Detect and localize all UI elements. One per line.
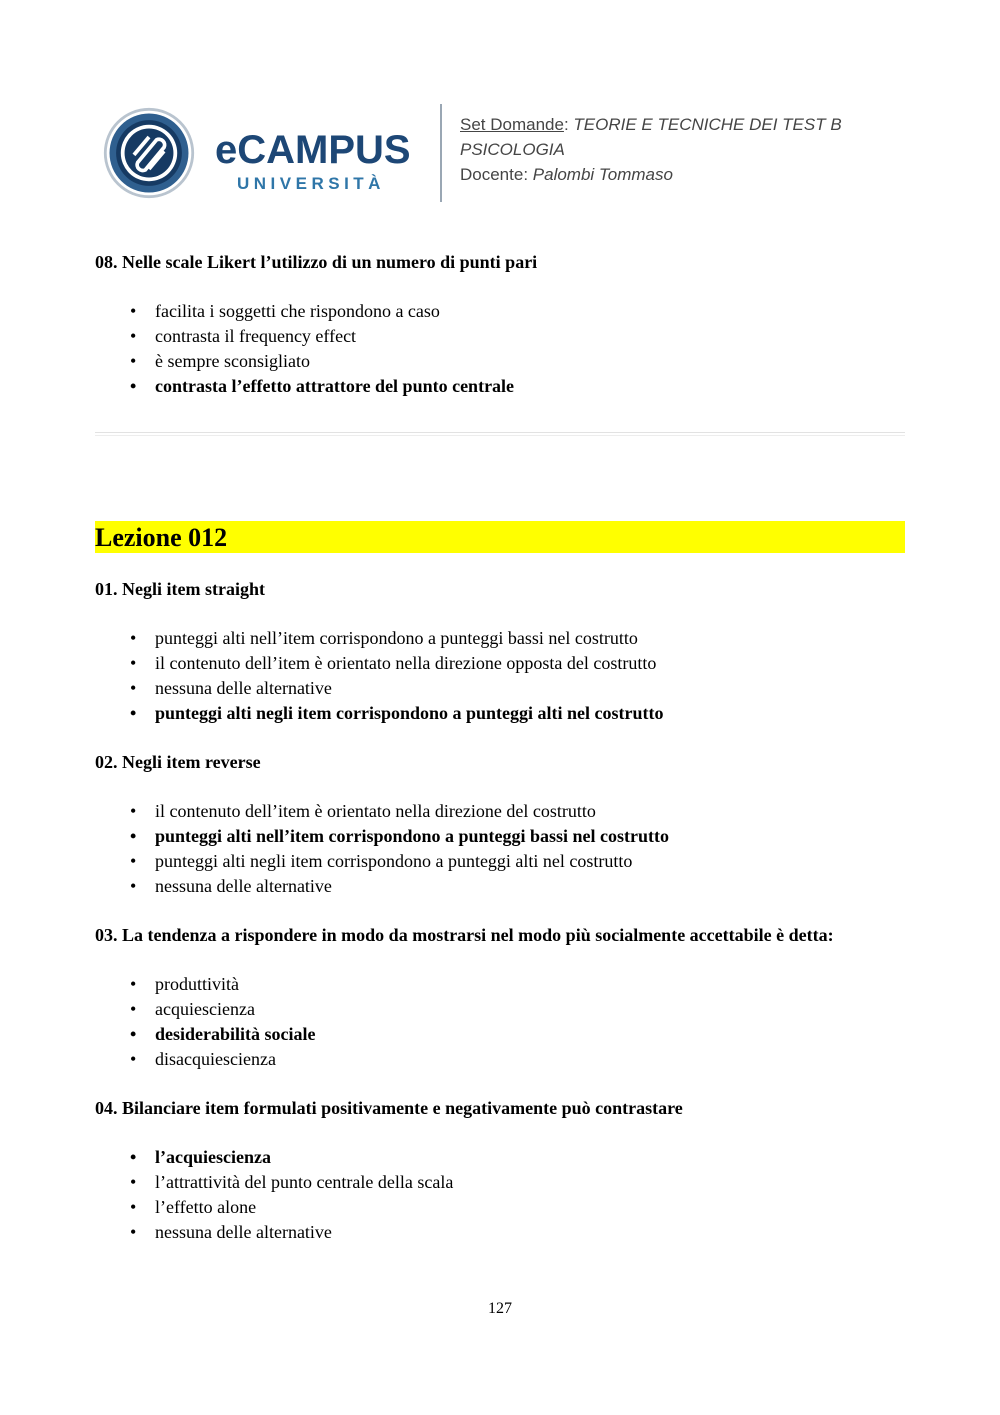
set-value-line2: PSICOLOGIA	[460, 140, 565, 159]
answer-list	[95, 626, 905, 726]
answer-option-correct: • punteggi alti negli item corrispondono a punteggi alti nel costrutto	[130, 701, 905, 726]
question-title: 03. La tendenza a rispondere in modo da mostrarsi nel modo più socialmente accettabile è detta:	[95, 925, 834, 945]
brand-name: eCAMPUS	[215, 128, 411, 172]
brand-wordmark	[215, 130, 411, 194]
answer-option: • facilita i soggetti che rispondono a caso	[130, 299, 905, 324]
question-title: 04. Bilanciare item formulati positivamente e negativamente può contrastare	[95, 1098, 683, 1118]
page-number: 127	[488, 1300, 512, 1317]
answer-option: • produttività	[130, 972, 905, 997]
header-divider	[440, 104, 442, 202]
docente-label: Docente	[460, 165, 524, 184]
answer-option: • il contenuto dell’item è orientato nella direzione opposta del costrutto	[130, 651, 905, 676]
lesson-title: Lezione 012	[95, 523, 228, 552]
answer-option: • acquiescienza	[130, 997, 905, 1022]
docente-value: Palombi Tommaso	[532, 165, 673, 184]
answer-option: • l’effetto alone	[130, 1195, 905, 1220]
answer-option: • il contenuto dell’item è orientato nella direzione del costrutto	[130, 799, 905, 824]
question-title: 01. Negli item straight	[95, 579, 265, 599]
answer-option-correct: • punteggi alti nell’item corrispondono a punteggi bassi nel costrutto	[130, 824, 905, 849]
previous-question-block	[95, 250, 905, 399]
set-line-2	[460, 137, 842, 162]
brand-subtitle: UNIVERSITÀ	[237, 174, 385, 193]
course-info	[460, 112, 842, 187]
answer-list	[95, 972, 905, 1072]
answer-option: • punteggi alti nell’item corrispondono a punteggi bassi nel costrutto	[130, 626, 905, 651]
answer-option: • contrasta il frequency effect	[130, 324, 905, 349]
answer-option: • l’attrattività del punto centrale della scala	[130, 1170, 905, 1195]
answer-option: • è sempre sconsigliato	[130, 349, 905, 374]
set-line: Set Domande: TEORIE E TECNICHE DEI TEST B	[460, 115, 842, 134]
document-header	[100, 100, 900, 205]
answer-list	[95, 299, 905, 399]
answer-option: • nessuna delle alternative	[130, 676, 905, 701]
answer-option: • disacquiescienza	[130, 1047, 905, 1072]
set-value: TEORIE E TECNICHE DEI TEST B	[573, 115, 842, 134]
question-title: 02. Negli item reverse	[95, 752, 261, 772]
answer-list	[95, 799, 905, 899]
answer-option-correct: • l’acquiescienza	[130, 1145, 905, 1170]
question-title: 08. Nelle scale Likert l’utilizzo di un numero di punti pari	[95, 252, 538, 272]
lesson-heading	[95, 521, 905, 553]
university-seal-logo	[102, 106, 196, 200]
answer-option: • nessuna delle alternative	[130, 874, 905, 899]
answer-option: • punteggi alti negli item corrispondono a punteggi alti nel costrutto	[130, 849, 905, 874]
set-label: Set Domande	[460, 115, 564, 134]
answer-option-correct: • contrasta l’effetto attrattore del punto centrale	[130, 374, 905, 399]
answer-option-correct: • desiderabilità sociale	[130, 1022, 905, 1047]
answer-list	[95, 1145, 905, 1245]
answer-option: • nessuna delle alternative	[130, 1220, 905, 1245]
section-divider	[95, 432, 905, 436]
docente-line: Docente: Palombi Tommaso	[460, 165, 673, 184]
lesson-questions	[95, 577, 905, 1245]
